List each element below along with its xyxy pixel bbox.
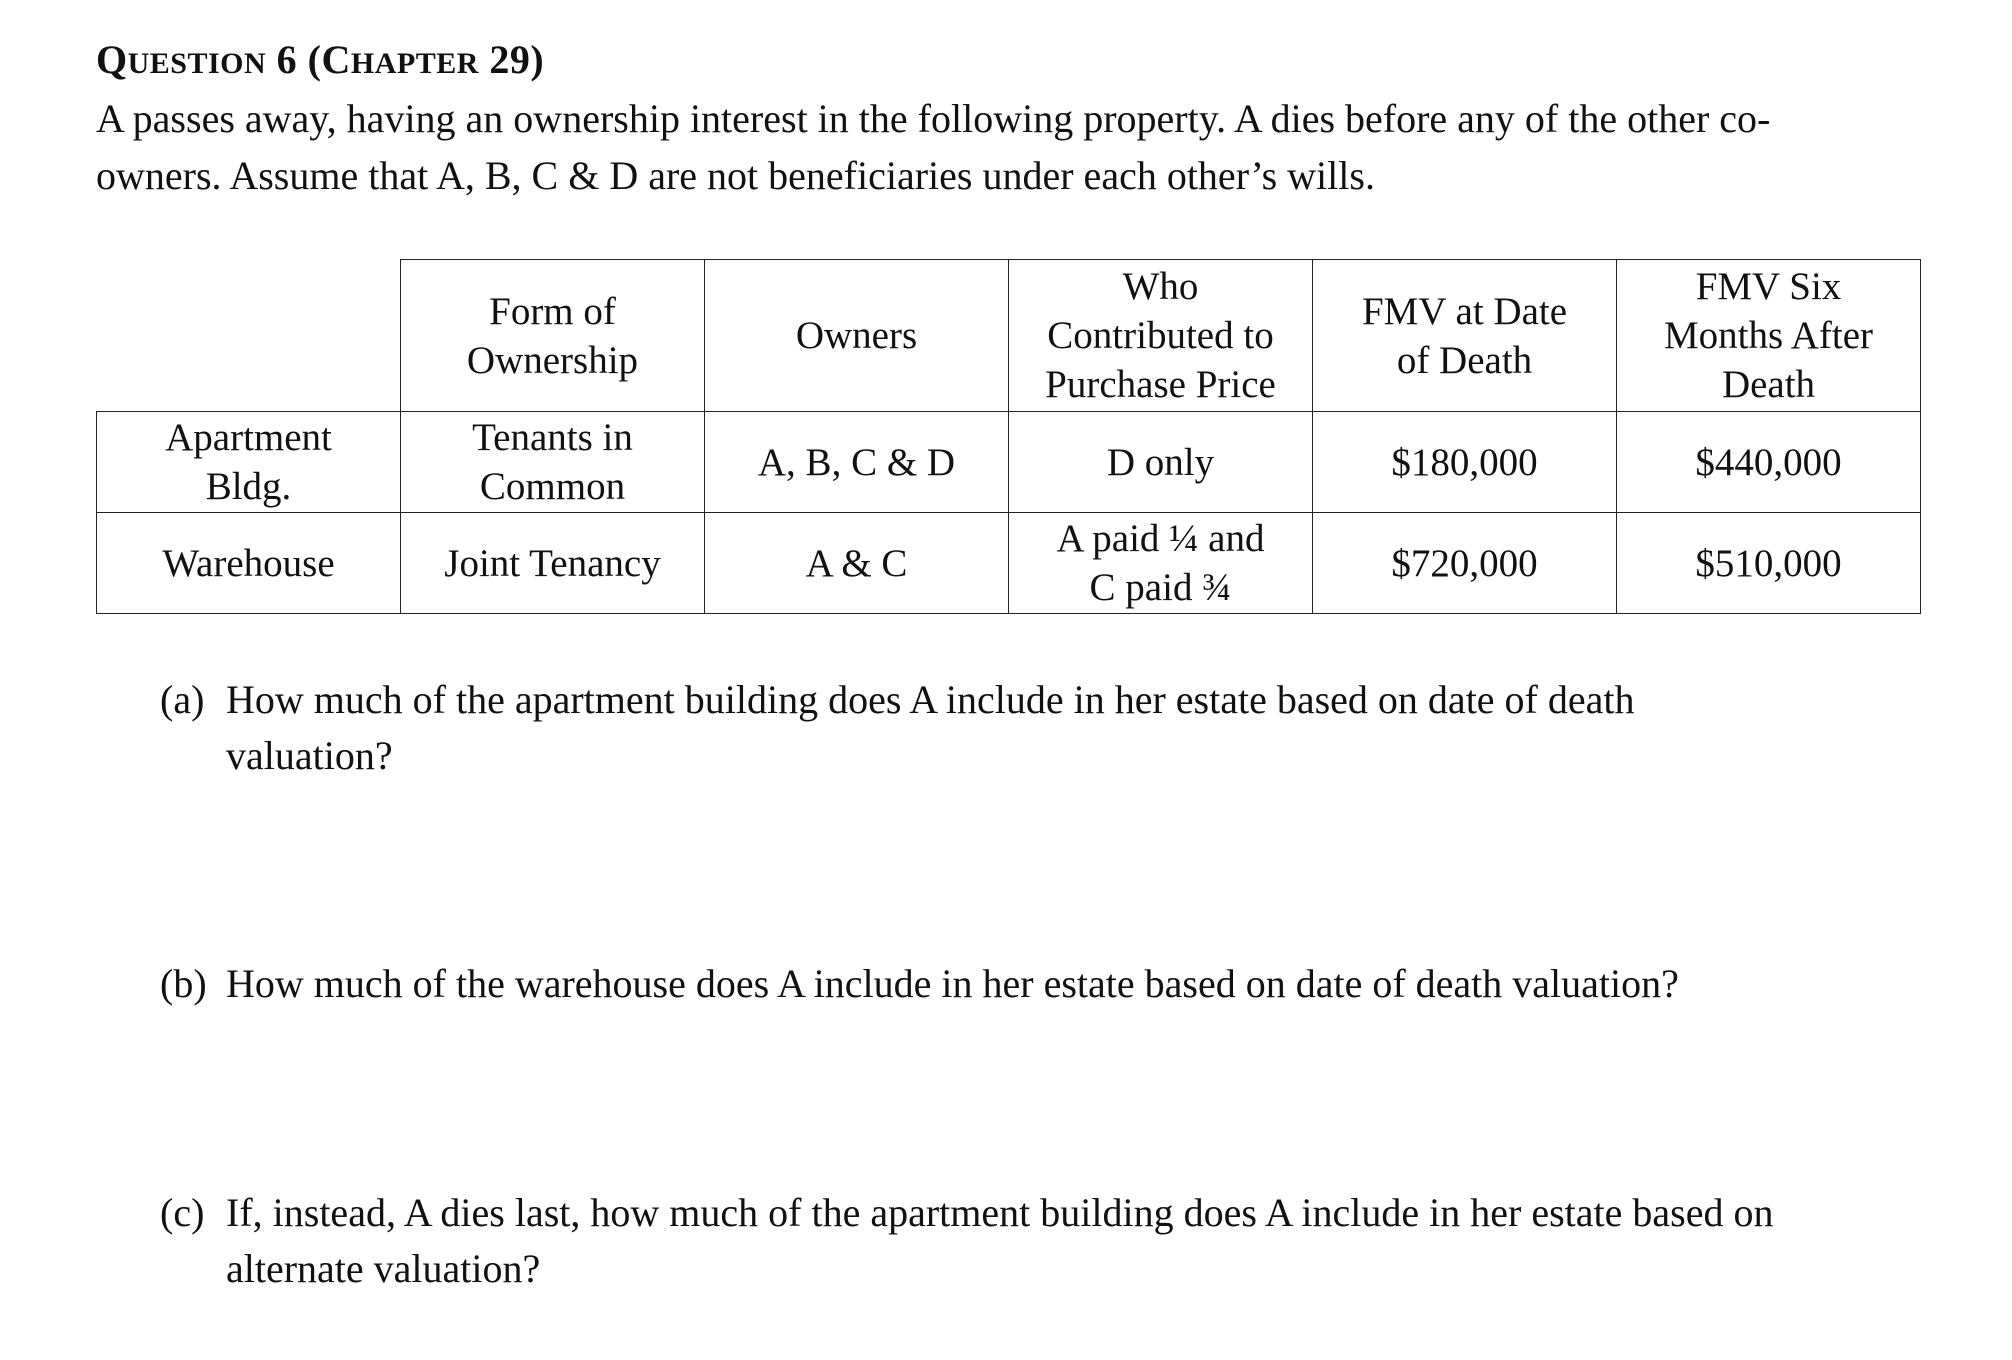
cell-property-line-1: Warehouse — [162, 541, 335, 585]
cell-form-of-ownership — [401, 513, 705, 614]
cell-fmv-six-months — [1617, 412, 1921, 513]
cell-form-line-1: Joint Tenancy — [444, 541, 661, 585]
question-c-label: (c) — [160, 1190, 205, 1235]
header-form-of-ownership — [401, 260, 705, 412]
cell-form-of-ownership — [401, 412, 705, 513]
heading-number: 6 ( — [276, 37, 322, 82]
intro-line-1: A passes away, having an ownership interest in the following property. A dies before any of the other co- — [96, 96, 1771, 141]
cell-fmv-death-text: $720,000 — [1391, 541, 1538, 585]
header-contributed — [1009, 260, 1313, 412]
header-fmv-six-line-2: Months After — [1663, 314, 1874, 357]
cell-form-line-1: Tenants in — [472, 416, 633, 459]
question-c-line-2: alternate valuation? — [226, 1246, 541, 1291]
intro-paragraph — [96, 90, 1936, 204]
header-owners-text: Owners — [795, 314, 918, 357]
header-fmv-six-line-1: FMV Six — [1695, 265, 1842, 308]
cell-contributed — [1009, 513, 1313, 614]
header-form-line-2: Ownership — [466, 338, 639, 382]
header-contrib-line-2: Contributed to — [1047, 314, 1274, 357]
intro-line-2: owners. Assume that A, B, C & D are not beneficiaries under each other’s wills. — [96, 153, 1375, 198]
question-b — [160, 956, 1930, 1012]
header-contrib-line-3: Purchase Price — [1045, 363, 1276, 406]
cell-owners-text: A & C — [805, 541, 908, 585]
question-a-line-1: How much of the apartment building does A include in her estate based on date of death — [226, 677, 1635, 722]
table-row — [97, 513, 1921, 614]
cell-contributed — [1009, 412, 1313, 513]
heading-c-initial: C — [321, 37, 351, 82]
cell-contrib-line-1: A paid ¼ and — [1056, 517, 1265, 560]
header-contrib-line-1: Who — [1122, 265, 1199, 308]
question-b-line-1: How much of the warehouse does A include in her estate based on date of death valuation? — [226, 961, 1679, 1006]
cell-property — [97, 513, 401, 614]
cell-fmv-six-text: $510,000 — [1695, 541, 1842, 585]
cell-property-line-1: Apartment — [165, 416, 332, 459]
heading-c-rest: HAPTER — [350, 47, 479, 80]
question-a — [160, 672, 1930, 784]
header-blank-cell — [97, 260, 401, 412]
header-fmv-death-line-1: FMV at Date — [1361, 289, 1568, 333]
heading-q-rest: UESTION — [127, 47, 267, 80]
header-fmv-date-of-death — [1313, 260, 1617, 412]
cell-form-line-2: Common — [479, 465, 626, 508]
cell-fmv-death-text: $180,000 — [1391, 440, 1538, 484]
header-fmv-six-months — [1617, 260, 1921, 412]
header-owners — [705, 260, 1009, 412]
cell-owners-text: A, B, C & D — [757, 440, 956, 484]
cell-owners — [705, 513, 1009, 614]
heading-chapter-number: 29) — [489, 37, 545, 82]
property-table — [96, 259, 1921, 614]
cell-property — [97, 412, 401, 513]
cell-contrib-line-1: D only — [1106, 440, 1215, 484]
cell-property-line-2: Bldg. — [205, 465, 292, 508]
header-fmv-death-line-2: of Death — [1396, 338, 1533, 382]
table-row — [97, 412, 1921, 513]
header-form-line-1: Form of — [489, 289, 616, 333]
question-b-label: (b) — [160, 961, 207, 1006]
heading-q-initial: Q — [96, 37, 128, 82]
cell-fmv-date-of-death — [1313, 513, 1617, 614]
cell-fmv-six-text: $440,000 — [1695, 440, 1842, 484]
cell-fmv-date-of-death — [1313, 412, 1617, 513]
header-fmv-six-line-3: Death — [1721, 363, 1816, 406]
table-header-row — [97, 260, 1921, 412]
question-c — [160, 1185, 1930, 1297]
cell-owners — [705, 412, 1009, 513]
question-a-line-2: valuation? — [226, 733, 393, 778]
cell-fmv-six-months — [1617, 513, 1921, 614]
question-c-line-1: If, instead, A dies last, how much of the apartment building does A include in her estate based on — [226, 1190, 1774, 1235]
question-heading — [96, 36, 544, 83]
cell-contrib-line-2: C paid ¾ — [1089, 566, 1232, 609]
question-a-label: (a) — [160, 677, 205, 722]
